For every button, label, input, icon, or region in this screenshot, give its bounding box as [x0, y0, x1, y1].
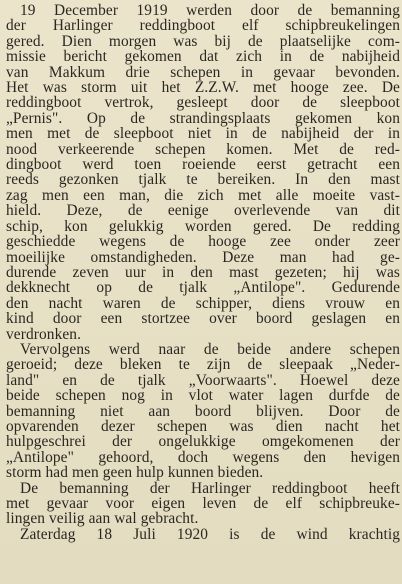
article-line: bemanning niet aan boord blijven. Door de — [6, 402, 400, 420]
article-line: der Harlinger reddingboot elf schipbreukelingen — [6, 17, 400, 35]
article-line: land" en de tjalk „Voorwaarts". Hoewel deze — [6, 371, 400, 389]
article-line: hield. Deze, de eenige overlevende van dit — [6, 202, 400, 220]
article-line: gered. Dien morgen was bij de plaatselijke com- — [6, 32, 400, 50]
article-line: beide schepen nog in vlot water lagen durfde de — [6, 387, 400, 405]
article-line: schip, kon gelukkig worden gered. De redding — [6, 217, 400, 235]
article-line: geroeid; deze bleken te zijn de sleepaak „Neder- — [6, 356, 400, 374]
article-line: zag men een man, die zich met alle moeite vast- — [6, 186, 400, 204]
article-line: opvarenden dezer schepen was dien nacht het — [6, 417, 400, 435]
article-line: men met de sleepboot niet in de nabijheid der in — [6, 125, 400, 143]
article-line: lingen veilig aan wal gebracht. — [6, 510, 199, 528]
article-line: Het was storm uit het Z.Z.W. met hooge zee. De — [6, 79, 400, 97]
article-line: 19 December 1919 werden door de bemanning — [20, 2, 400, 19]
article-line: nood verkeerende schepen komen. Met de red- — [6, 140, 400, 158]
article-line: geschiedde wegens de hooge zee onder zeer — [6, 233, 400, 251]
article-line: De bemanning der Harlinger reddingboot heeft — [20, 479, 400, 497]
article-line: den nacht waren de schipper, diens vrouw en — [6, 294, 400, 312]
article-line: „Antilope" gehoord, doch wegens den hevigen — [6, 448, 400, 466]
article-line: van Makkum drie schepen in gevaar bevonden. — [6, 63, 400, 81]
article-line: verdronken. — [6, 325, 82, 343]
article-body — [6, 3, 400, 542]
article-line: Vervolgens werd naar de beide andere schepen — [20, 340, 400, 358]
article-line: Zaterdag 18 Juli 1920 is de wind krachtig — [20, 525, 400, 543]
article-line: dingboot werd toen roeiende eerst getracht een — [6, 156, 400, 174]
article-line: reddingboot vertrok, gesleept door de sleepboot — [6, 94, 400, 112]
article-line: „Pernis". Op de strandingsplaats gekomen kon — [6, 109, 400, 127]
article-line: reeds gezonken tjalk te bereiken. In den mast — [6, 171, 400, 189]
article-line: dekknecht op de tjalk „Antilope". Gedurende — [6, 279, 400, 297]
article-line: kind door een stortzee over boord geslagen en — [6, 310, 400, 328]
article-line: hulpgeschrei der ongelukkige omgekomenen der — [6, 433, 400, 451]
article-line: storm had men geen hulp kunnen bieden. — [6, 464, 264, 482]
article-line: missie bericht gekomen dat zich in de nabijheid — [6, 48, 400, 66]
article-line: moeilijke omstandigheden. Deze man had ge- — [6, 248, 400, 266]
article-line: met gevaar voor eigen leven de elf schipbreuke- — [6, 495, 400, 512]
article-line: durende zeven uur in den mast gezeten; hij was — [6, 263, 400, 281]
